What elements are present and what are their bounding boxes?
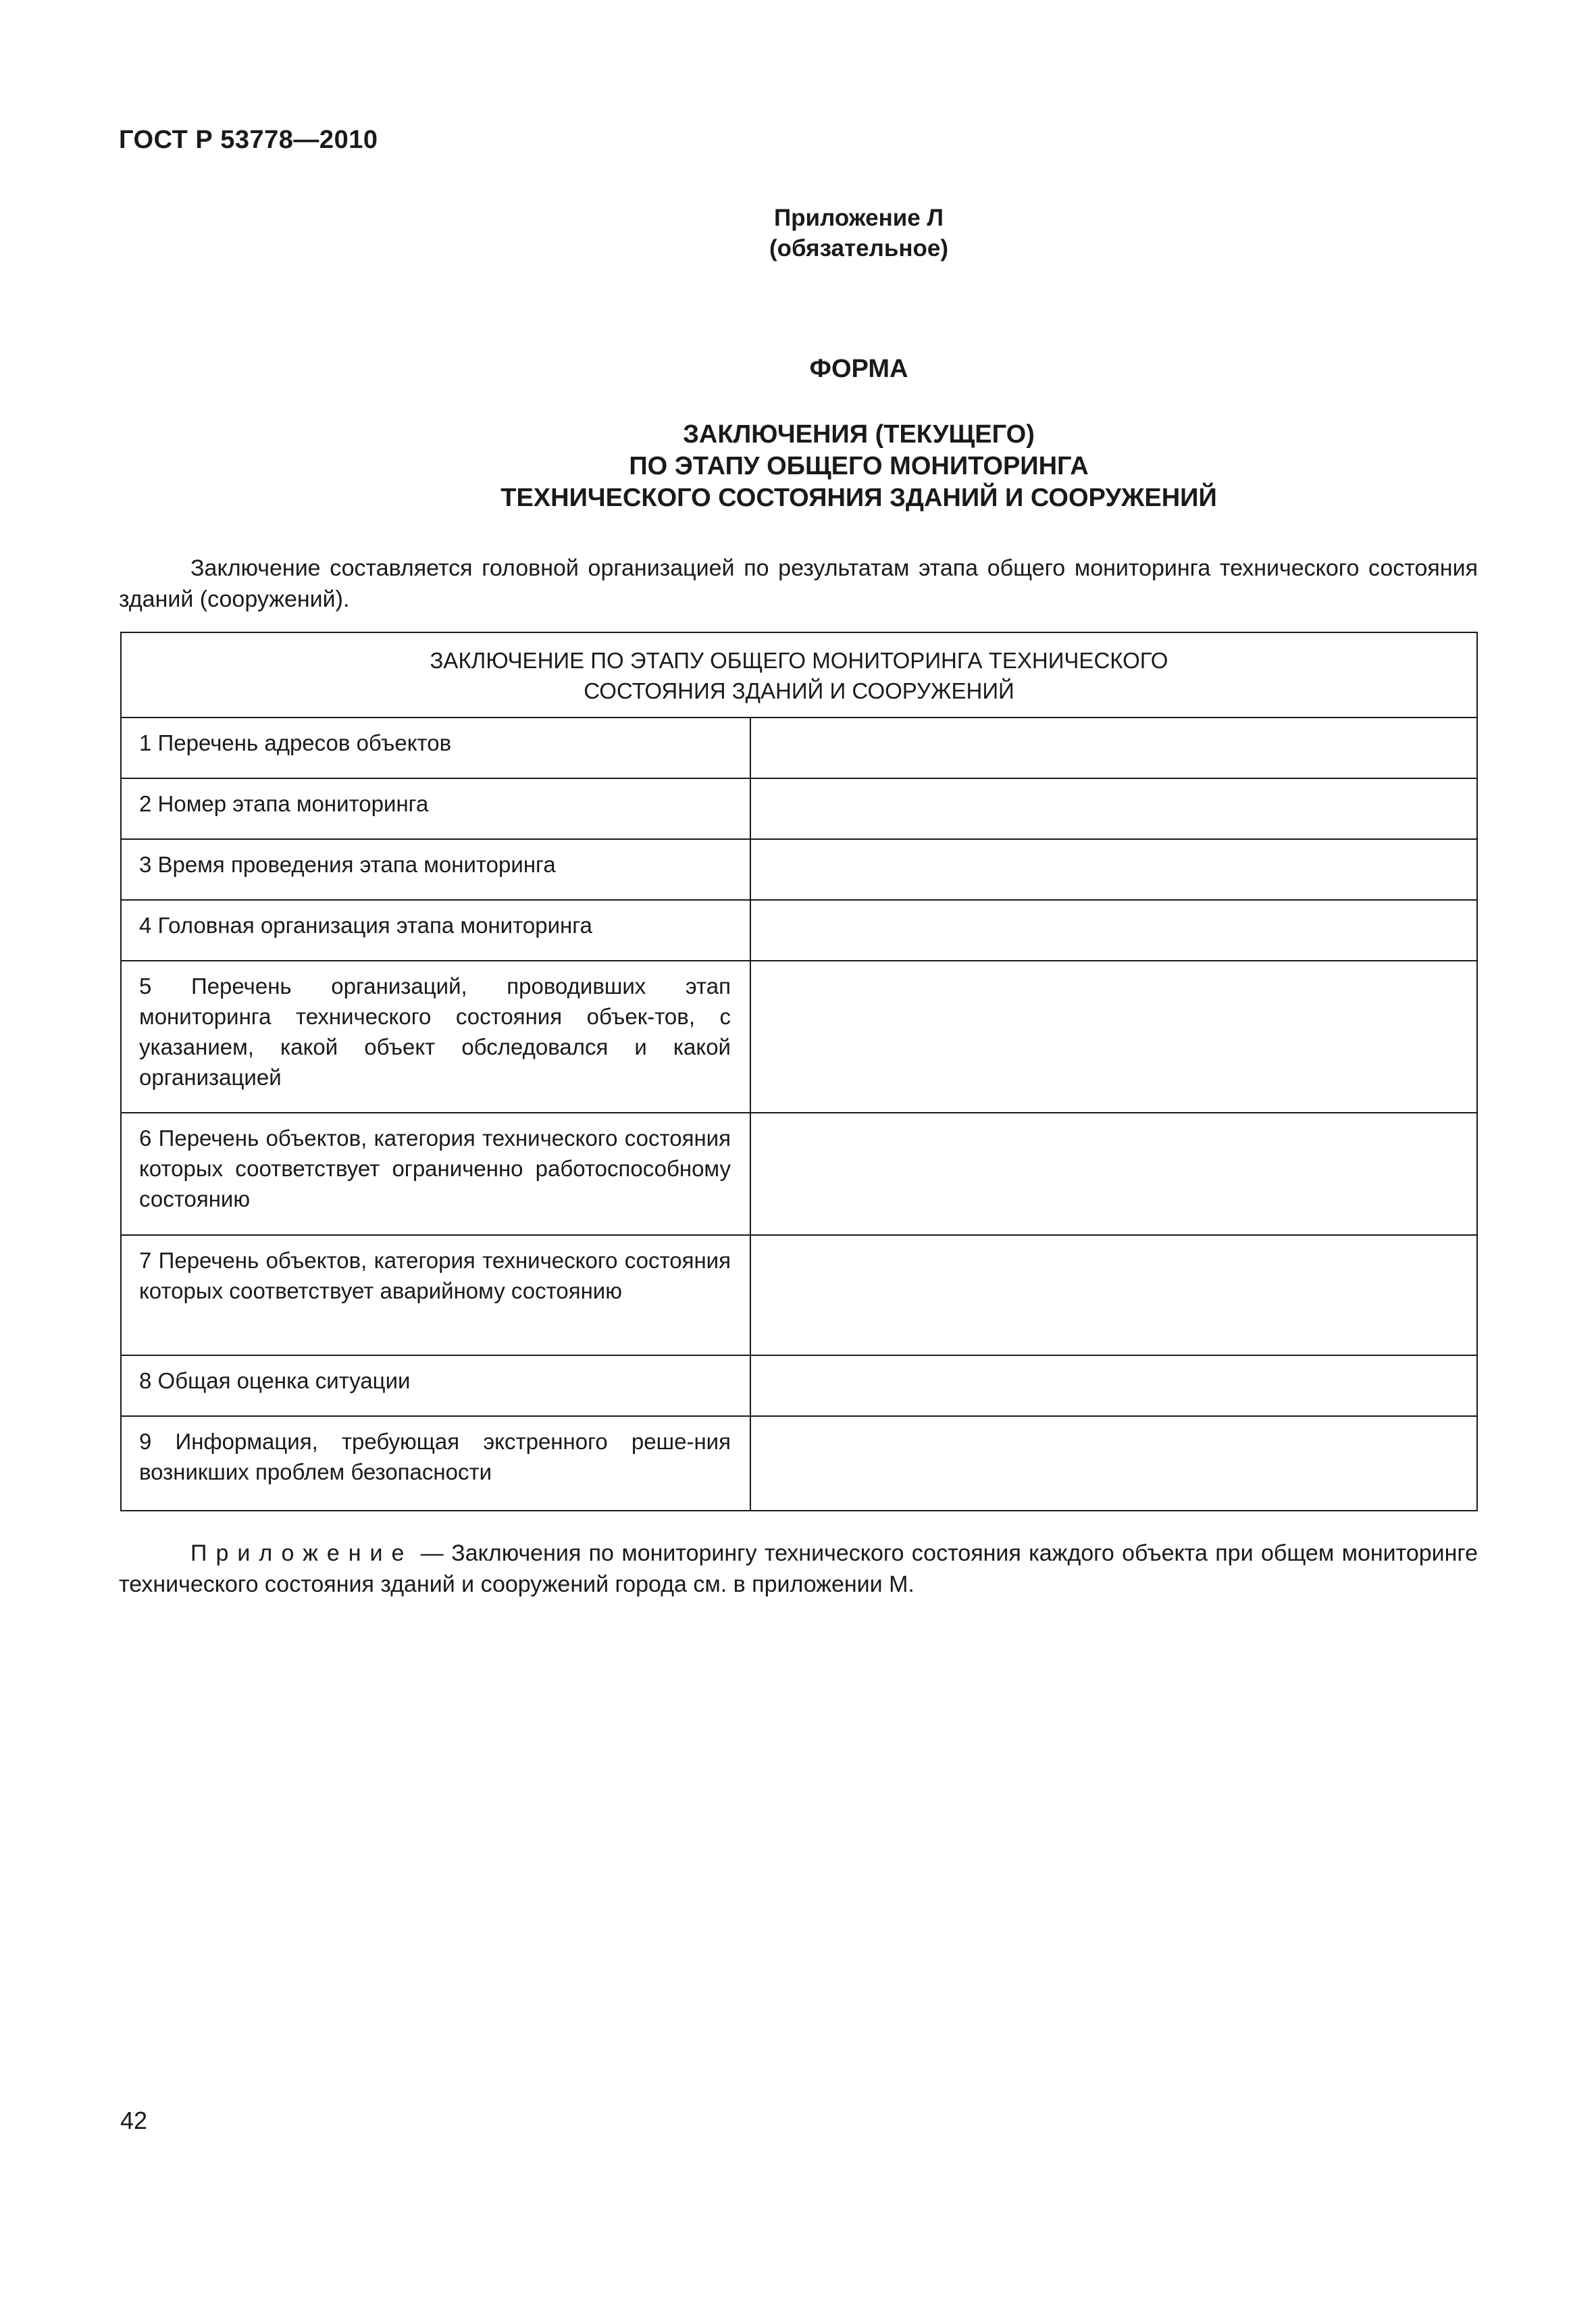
- form-subtitle-line: ТЕХНИЧЕСКОГО СОСТОЯНИЯ ЗДАНИЙ И СООРУЖЕНИЙ: [500, 484, 1217, 512]
- table-row: [121, 1416, 1477, 1511]
- row-label: 8 Общая оценка ситуации: [121, 1355, 750, 1416]
- table-row: [121, 1235, 1477, 1355]
- appendix-title: Приложение Л: [774, 205, 944, 231]
- note-lead: Приложение: [190, 1540, 413, 1566]
- table-header-line: СОСТОЯНИЯ ЗДАНИЙ И СООРУЖЕНИЙ: [584, 678, 1014, 703]
- row-value: [750, 900, 1477, 961]
- intro-paragraph: Заключение составляется головной организацией по результатам этапа общего мониторинга технического состояния зданий (сооружений).: [119, 555, 1478, 612]
- note-text: — Заключения по мониторингу технического состояния каждого объекта при общем мониторинге технического состояния зданий и сооружений города см. в приложении М.: [119, 1540, 1478, 1597]
- row-value: [750, 961, 1477, 1113]
- table-row: [121, 900, 1477, 961]
- appendix-heading: [0, 203, 1596, 263]
- page-number: 42: [120, 2107, 148, 2134]
- row-label: 6 Перечень объектов, категория технического состояния которых соответствует ограниченно работоспособному состоянию: [121, 1113, 750, 1235]
- row-label: 3 Время проведения этапа мониторинга: [121, 839, 750, 900]
- row-value: [750, 1355, 1477, 1416]
- note-paragraph: [119, 1538, 1478, 1600]
- table-header: [121, 632, 1477, 718]
- row-value: [750, 1235, 1477, 1355]
- table-row: [121, 778, 1477, 839]
- document-code: ГОСТ Р 53778—2010: [119, 126, 378, 154]
- table-row: [121, 1355, 1477, 1416]
- form-subtitle: [0, 419, 1596, 514]
- appendix-status: (обязательное): [769, 235, 948, 261]
- row-label: 2 Номер этапа мониторинга: [121, 778, 750, 839]
- form-title: ФОРМА: [809, 355, 908, 383]
- row-label: 7 Перечень объектов, категория технического состояния которых соответствует аварийному состоянию: [121, 1235, 750, 1355]
- row-value: [750, 839, 1477, 900]
- row-label: 4 Головная организация этапа мониторинга: [121, 900, 750, 961]
- row-value: [750, 1113, 1477, 1235]
- form-subtitle-line: ПО ЭТАПУ ОБЩЕГО МОНИТОРИНГА: [629, 452, 1089, 480]
- row-label: 5 Перечень организаций, проводивших этап мониторинга технического состояния объек-тов, с указанием, какой объект обследовался и какой организацией: [121, 961, 750, 1113]
- table-row: [121, 961, 1477, 1113]
- row-value: [750, 1416, 1477, 1511]
- table-row: [121, 1113, 1477, 1235]
- table-row: [121, 839, 1477, 900]
- row-value: [750, 778, 1477, 839]
- row-label: 9 Информация, требующая экстренного реше-ния возникших проблем безопасности: [121, 1416, 750, 1511]
- conclusion-table: [120, 632, 1478, 1511]
- table-header-line: ЗАКЛЮЧЕНИЕ ПО ЭТАПУ ОБЩЕГО МОНИТОРИНГА ТЕХНИЧЕСКОГО: [430, 648, 1168, 673]
- table-row: [121, 718, 1477, 778]
- form-subtitle-line: ЗАКЛЮЧЕНИЯ (ТЕКУЩЕГО): [683, 420, 1035, 449]
- row-value: [750, 718, 1477, 778]
- row-label: 1 Перечень адресов объектов: [121, 718, 750, 778]
